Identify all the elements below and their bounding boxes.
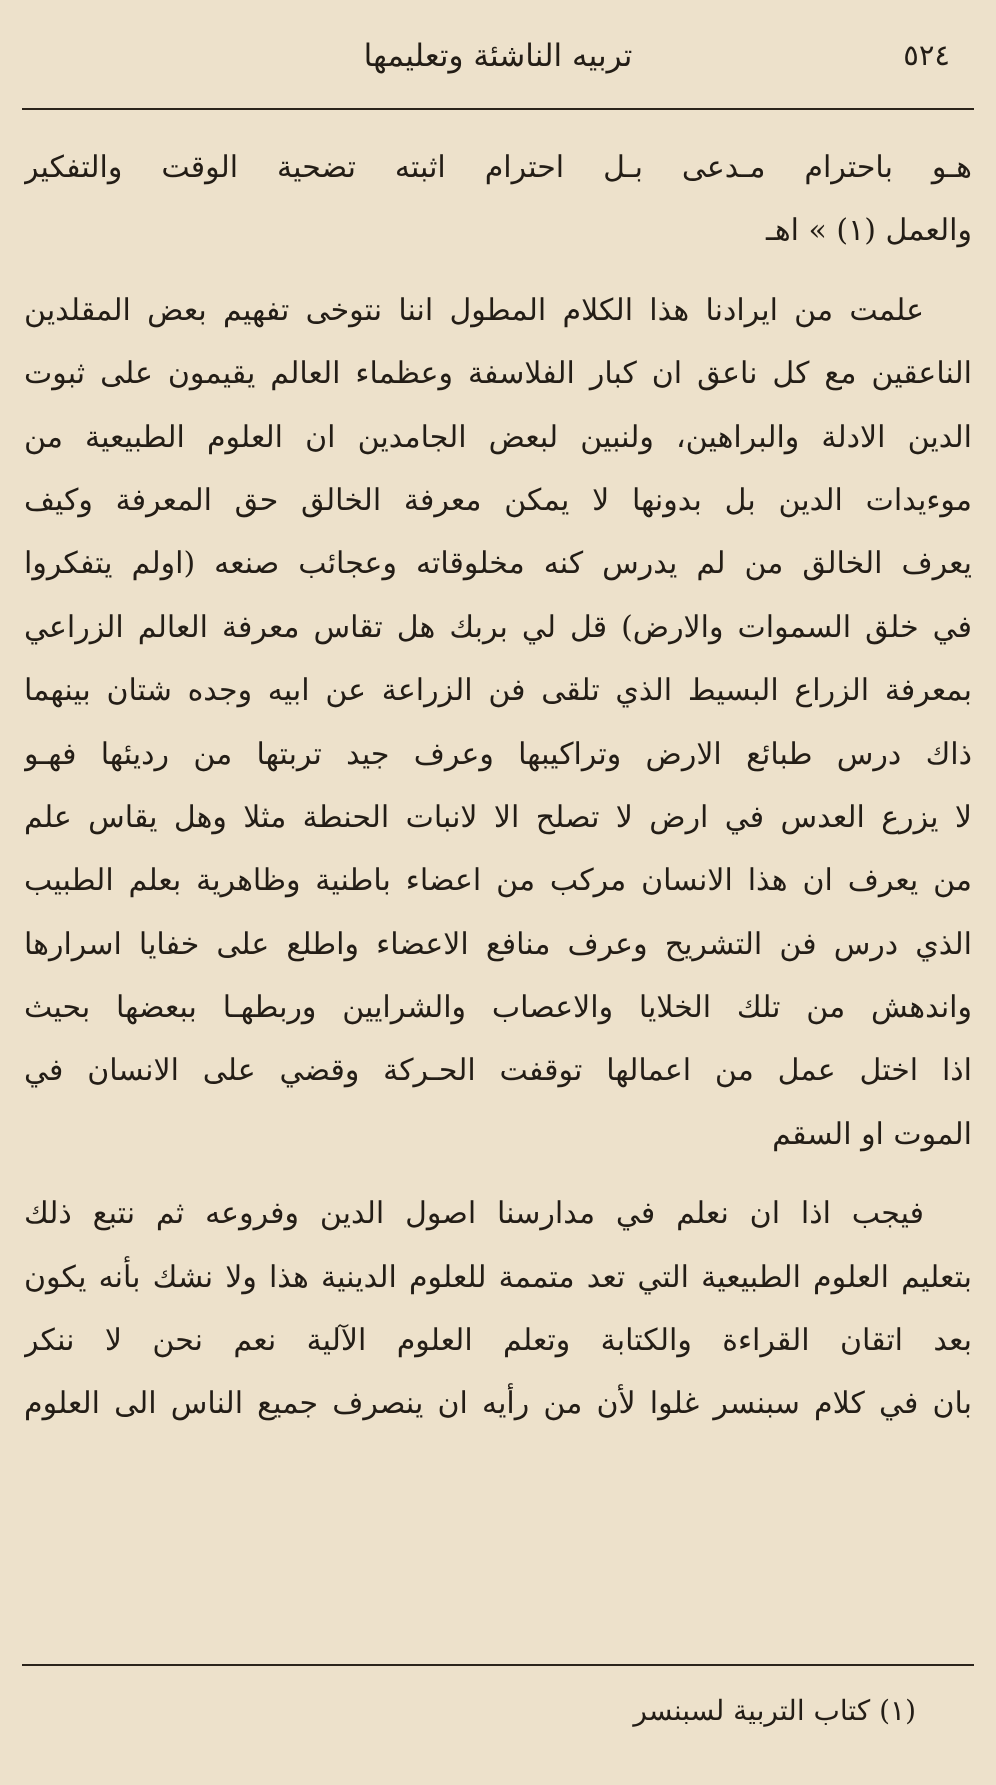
running-head	[22, 28, 974, 90]
text-line: بان في كلام سبنسر غلوا لأن من رأيه ان ينصرف جميع الناس الى العلوم	[24, 1386, 972, 1422]
text-line: بعد اتقان القراءة والكتابة وتعلم العلوم الآلية نعم نحن لا ننكر	[24, 1323, 972, 1359]
text-line: واندهش من تلك الخلايا والاعصاب والشرايين وربطهـا ببعضها بحيث	[24, 990, 972, 1026]
text-line: من يعرف ان هذا الانسان مركب من اعضاء باطنية وظاهرية بعلم الطبيب	[24, 863, 972, 899]
paragraph-gap	[24, 263, 972, 279]
paragraph-gap	[24, 1166, 972, 1182]
text-line: بمعرفة الزراع البسيط الذي تلقى فن الزراعة عن ابيه وجده شتان بينهما	[24, 673, 972, 709]
text-line: في خلق السموات والارض) قل لي بربك هل تقاس معرفة العالم الزراعي	[24, 609, 972, 645]
text-line: ذاك درس طبائع الارض وتراكيبها وعرف جيد تربتها من رديئها فهـو	[24, 736, 972, 772]
text-line: علمت من ايرادنا هذا الكلام المطول اننا نتوخى تفهيم بعض المقلدين	[24, 292, 924, 328]
text-line: اذا اختل عمل من اعمالها توقفت الحـركة وقضي على الانسان في	[24, 1053, 972, 1089]
text-line: بتعليم العلوم الطبيعية التي تعد متممة للعلوم الدينية هذا ولا نشك بأنه يكون	[24, 1259, 972, 1295]
text-line: الناعقين مع كل ناعق ان كبار الفلاسفة وعظماء العالم يقيمون على ثبوت	[24, 356, 972, 392]
text-line: الموت او السقم	[772, 1116, 972, 1152]
footnote: (١) كتاب التربية لسبنسر	[633, 1694, 916, 1727]
text-line: هـو باحترام مـدعى بـل احترام اثبته تضحية الوقت والتفكير	[24, 150, 972, 185]
text-line: لا يزرع العدس في ارض لا تصلح الا لانبات الحنطة مثلا وهل يقاس علم	[24, 799, 972, 835]
footnote-rule	[22, 1664, 974, 1666]
text-line: يعرف الخالق من لم يدرس كنه مخلوقاته وعجائب صنعه (اولم يتفكروا	[24, 546, 972, 582]
running-title: تربيه الناشئة وتعليمها	[363, 38, 633, 74]
text-line: موءيدات الدين بل بدونها لا يمكن معرفة الخالق حق المعرفة وكيف	[24, 482, 972, 518]
page-number: ٥٢٤	[903, 38, 950, 72]
text-line: فيجب اذا ان نعلم في مدارسنا اصول الدين وفروعه ثم نتبع ذلك	[24, 1196, 924, 1232]
text-line: والعمل (١) » اهـ	[766, 213, 972, 249]
text-line: الدين الادلة والبراهين، ولنبين لبعض الجامدين ان العلوم الطبيعية من	[24, 419, 972, 455]
header-rule	[22, 108, 974, 110]
text-line: الذي درس فن التشريح وعرف منافع الاعضاء واطلع على خفايا اسرارها	[24, 926, 972, 962]
body-text	[24, 136, 972, 1436]
